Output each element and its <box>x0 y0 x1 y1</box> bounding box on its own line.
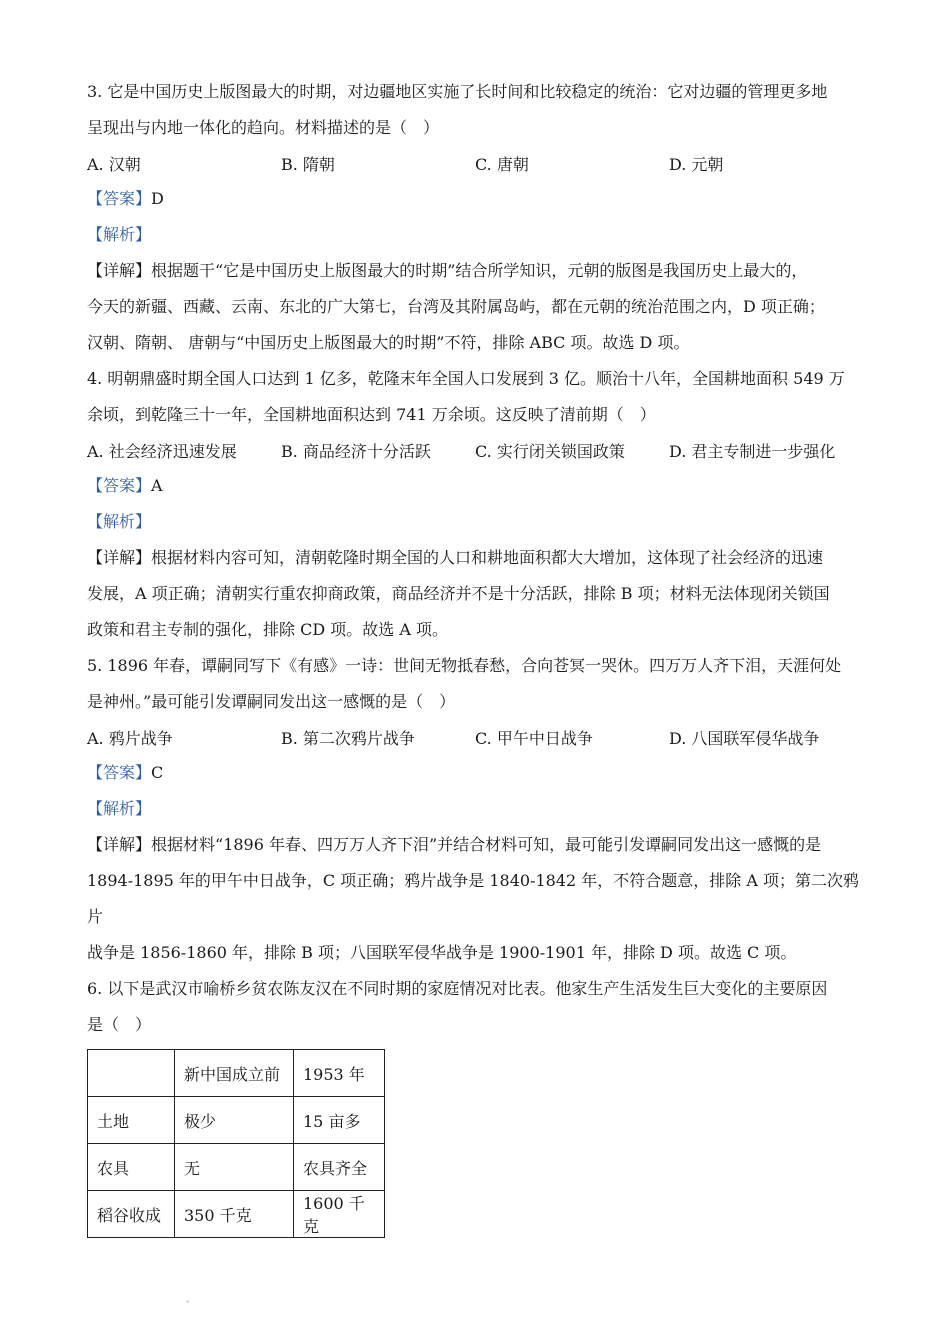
option-b: B. 隋朝 <box>281 155 335 174</box>
table-header-row <box>88 1050 385 1097</box>
analysis-line <box>87 217 867 253</box>
table-row-label: 稻谷收成 <box>88 1191 175 1238</box>
options-row <box>87 433 867 468</box>
analysis-tag: 【解析】 <box>87 225 152 244</box>
answer-value: A <box>151 476 163 495</box>
detail-tag: 【详解】 <box>87 835 152 854</box>
option-d: D. 八国联军侵华战争 <box>669 729 820 748</box>
answer-line <box>87 468 867 504</box>
option-c: C. 甲午中日战争 <box>475 729 593 748</box>
question-stem-line: 5. 1896 年春，谭嗣同写下《有感》一诗：世间无物抵春愁，合向苍冥一哭休。四万万人齐下泪，天涯何处 <box>87 656 842 675</box>
table-cell: 农具齐全 <box>294 1144 385 1191</box>
option-b: B. 第二次鸦片战争 <box>281 729 415 748</box>
comparison-table-wrap <box>87 1049 867 1238</box>
table-row <box>88 1097 385 1144</box>
table-row-label: 土地 <box>88 1097 175 1144</box>
detail-tag: 【详解】 <box>87 261 152 280</box>
question-stem-line: 6. 以下是武汉市喻桥乡贫农陈友汉在不同时期的家庭情况对比表。他家生产生活发生巨大变化的主要原因 <box>87 979 828 998</box>
answer-tag: 【答案】 <box>87 476 152 495</box>
answer-value: D <box>151 189 164 208</box>
scan-speck <box>186 1300 189 1303</box>
question-5 <box>87 648 867 971</box>
question-stem-line: 是神州。”最可能引发谭嗣同发出这一感慨的是（ ） <box>87 692 456 711</box>
detail-line: 政策和君主专制的强化，排除 CD 项。故选 A 项。 <box>87 620 448 639</box>
analysis-line <box>87 791 867 827</box>
option-b: B. 商品经济十分活跃 <box>281 442 431 461</box>
answer-line <box>87 181 867 217</box>
analysis-tag: 【解析】 <box>87 799 152 818</box>
comparison-table <box>87 1049 385 1238</box>
question-6 <box>87 971 867 1238</box>
question-stem-line: 4. 明朝鼎盛时期全国人口达到 1 亿多，乾隆末年全国人口发展到 3 亿。顺治十八年，全国耕地面积 549 万 <box>87 369 845 388</box>
option-a: A. 社会经济迅速发展 <box>87 442 237 461</box>
table-cell: 极少 <box>175 1097 294 1144</box>
document-page <box>87 74 867 1238</box>
table-cell: 1600 千克 <box>294 1191 385 1238</box>
detail-text: 根据材料“1896 年春、四万万人齐下泪”并结合材料可知，最可能引发谭嗣同发出这一感慨的是 <box>151 835 822 854</box>
table-cell <box>88 1050 175 1097</box>
options-row <box>87 720 867 755</box>
detail-line: 发展，A 项正确；清朝实行重农抑商政策，商品经济并不是十分活跃，排除 B 项；材料无法体现闭关锁国 <box>87 584 830 603</box>
table-cell: 15 亩多 <box>294 1097 385 1144</box>
detail-tag: 【详解】 <box>87 548 152 567</box>
table-row <box>88 1144 385 1191</box>
detail-text: 根据题干“它是中国历史上版图最大的时期”结合所学知识，元朝的版图是我国历史上最大的， <box>151 261 808 280</box>
detail-line: 今天的新疆、西藏、云南、东北的广大第七，台湾及其附属岛屿，都在元朝的统治范围之内，D 项正确； <box>87 297 825 316</box>
answer-tag: 【答案】 <box>87 763 152 782</box>
table-header-cell: 新中国成立前 <box>175 1050 294 1097</box>
detail-line <box>87 827 867 863</box>
answer-tag: 【答案】 <box>87 189 152 208</box>
analysis-tag: 【解析】 <box>87 512 152 531</box>
question-stem-line: 3. 它是中国历史上版图最大的时期，对边疆地区实施了长时间和比较稳定的统治：它对边疆的管理更多地 <box>87 82 828 101</box>
detail-line <box>87 540 867 576</box>
table-row-label: 农具 <box>88 1144 175 1191</box>
option-c: C. 唐朝 <box>475 155 529 174</box>
question-stem-line: 是（ ） <box>87 1015 152 1034</box>
question-3 <box>87 74 867 361</box>
detail-text: 根据材料内容可知，清朝乾隆时期全国的人口和耕地面积都大大增加，这体现了社会经济的迅速 <box>151 548 824 567</box>
option-c: C. 实行闭关锁国政策 <box>475 442 625 461</box>
option-a: A. 鸦片战争 <box>87 729 173 748</box>
option-d: D. 元朝 <box>669 155 724 174</box>
question-stem-line: 余顷，到乾隆三十一年，全国耕地面积达到 741 万余顷。这反映了清前期（ ） <box>87 405 656 424</box>
answer-line <box>87 755 867 791</box>
detail-line <box>87 253 867 289</box>
detail-line: 战争是 1856-1860 年，排除 B 项；八国联军侵华战争是 1900-1901 年，排除 D 项。故选 C 项。 <box>87 943 797 962</box>
table-row <box>88 1191 385 1238</box>
detail-line: 1894-1895 年的甲午中日战争，C 项正确；鸦片战争是 1840-1842 年，不符合题意，排除 A 项；第二次鸦片 <box>87 871 860 926</box>
answer-value: C <box>151 763 164 782</box>
question-stem-line: 呈现出与内地一体化的趋向。材料描述的是（ ） <box>87 118 440 137</box>
options-row <box>87 146 867 181</box>
detail-line: 汉朝、隋朝、 唐朝与“中国历史上版图最大的时期”不符，排除 ABC 项。故选 D 项。 <box>87 333 690 352</box>
question-4 <box>87 361 867 648</box>
option-d: D. 君主专制进一步强化 <box>669 442 836 461</box>
table-cell: 350 千克 <box>175 1191 294 1238</box>
option-a: A. 汉朝 <box>87 155 141 174</box>
table-cell: 无 <box>175 1144 294 1191</box>
table-header-cell: 1953 年 <box>294 1050 385 1097</box>
analysis-line <box>87 504 867 540</box>
